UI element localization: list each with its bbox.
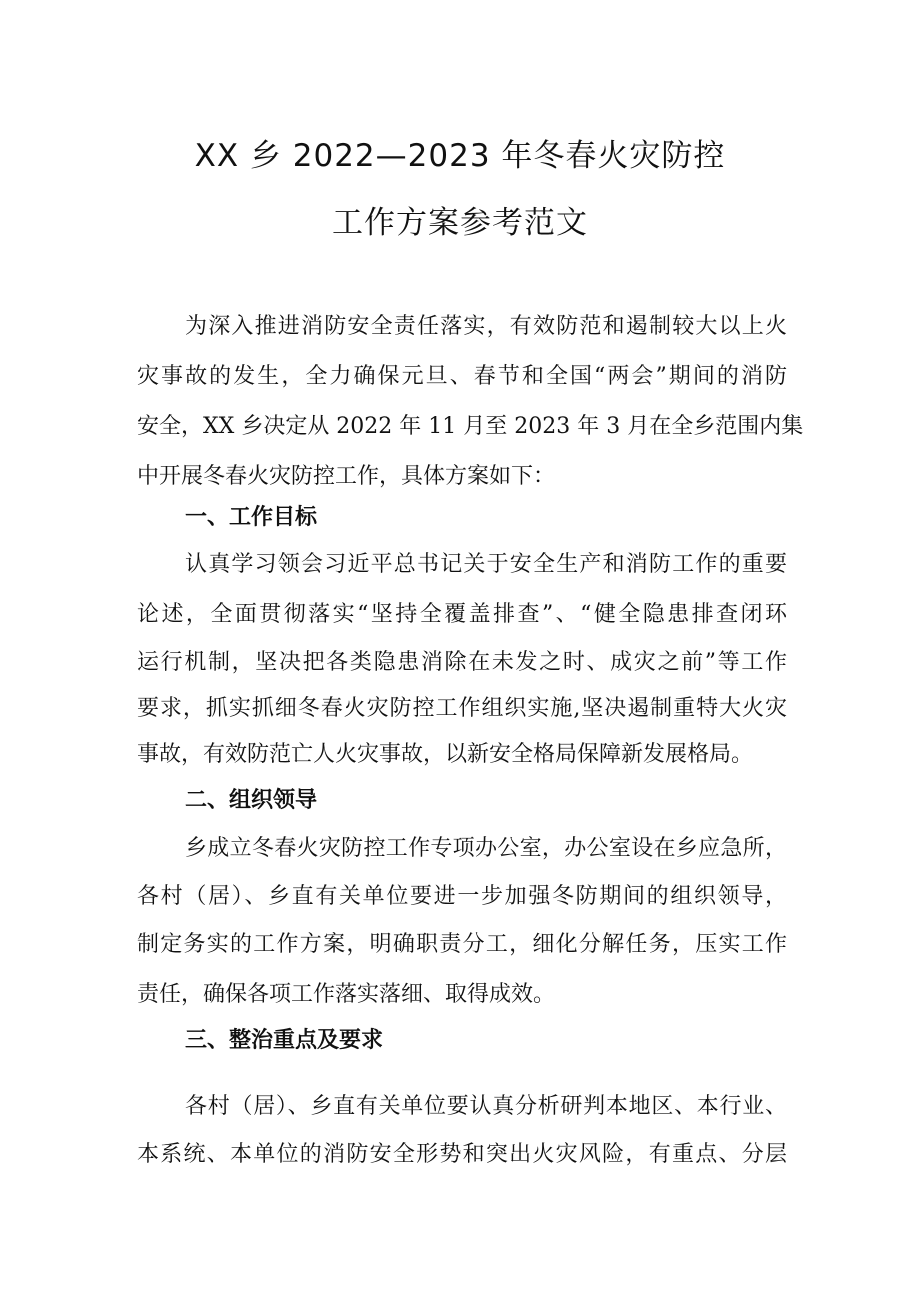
section-heading-goals: 一、工作目标 [185, 505, 318, 530]
section-line: 制定务实的工作方案，明确职责分工，细化分解任务，压实工作 [137, 932, 787, 957]
section-heading-organization: 二、组织领导 [185, 788, 318, 813]
intro-line: 安全，XX 乡决定从 2022 年 11 月至 2023 年 3 月在全乡范围内集 [137, 414, 804, 439]
section-heading-priorities: 三、整治重点及要求 [185, 1028, 384, 1053]
section-line: 各村（居）、乡直有关单位要进一步加强冬防期间的组织领导， [137, 884, 787, 909]
intro-line: 灾事故的发生，全力确保元旦、春节和全国“两会”期间的消防 [137, 364, 787, 389]
section-line: 责任，确保各项工作落实落细、取得成效。 [137, 982, 556, 1007]
section-line: 事故，有效防范亡人火灾事故，以新安全格局保障新发展格局。 [137, 742, 754, 767]
document-title-line-2: 工作方案参考范文 [332, 205, 588, 241]
intro-line: 中开展冬春火灾防控工作，具体方案如下： [137, 464, 556, 489]
section-line: 要求，抓实抓细冬春火灾防控工作组织实施,坚决遏制重特大火灾 [137, 696, 787, 721]
section-line: 运行机制，坚决把各类隐患消除在未发之时、成灾之前”等工作 [137, 650, 787, 675]
section-line: 各村（居）、乡直有关单位要认真分析研判本地区、本行业、 [185, 1094, 787, 1119]
section-line: 乡成立冬春火灾防控工作专项办公室，办公室设在乡应急所， [185, 836, 787, 861]
section-line: 本系统、本单位的消防安全形势和突出火灾风险，有重点、分层 [137, 1142, 787, 1167]
section-line: 认真学习领会习近平总书记关于安全生产和消防工作的重要 [185, 552, 787, 577]
document-title-line-1: XX 乡 2022—2023 年冬春火灾防控 [194, 138, 726, 174]
intro-line: 为深入推进消防安全责任落实，有效防范和遏制较大以上火 [185, 314, 787, 339]
section-line: 论述，全面贯彻落实“坚持全覆盖排查”、“健全隐患排查闭环 [137, 602, 787, 627]
